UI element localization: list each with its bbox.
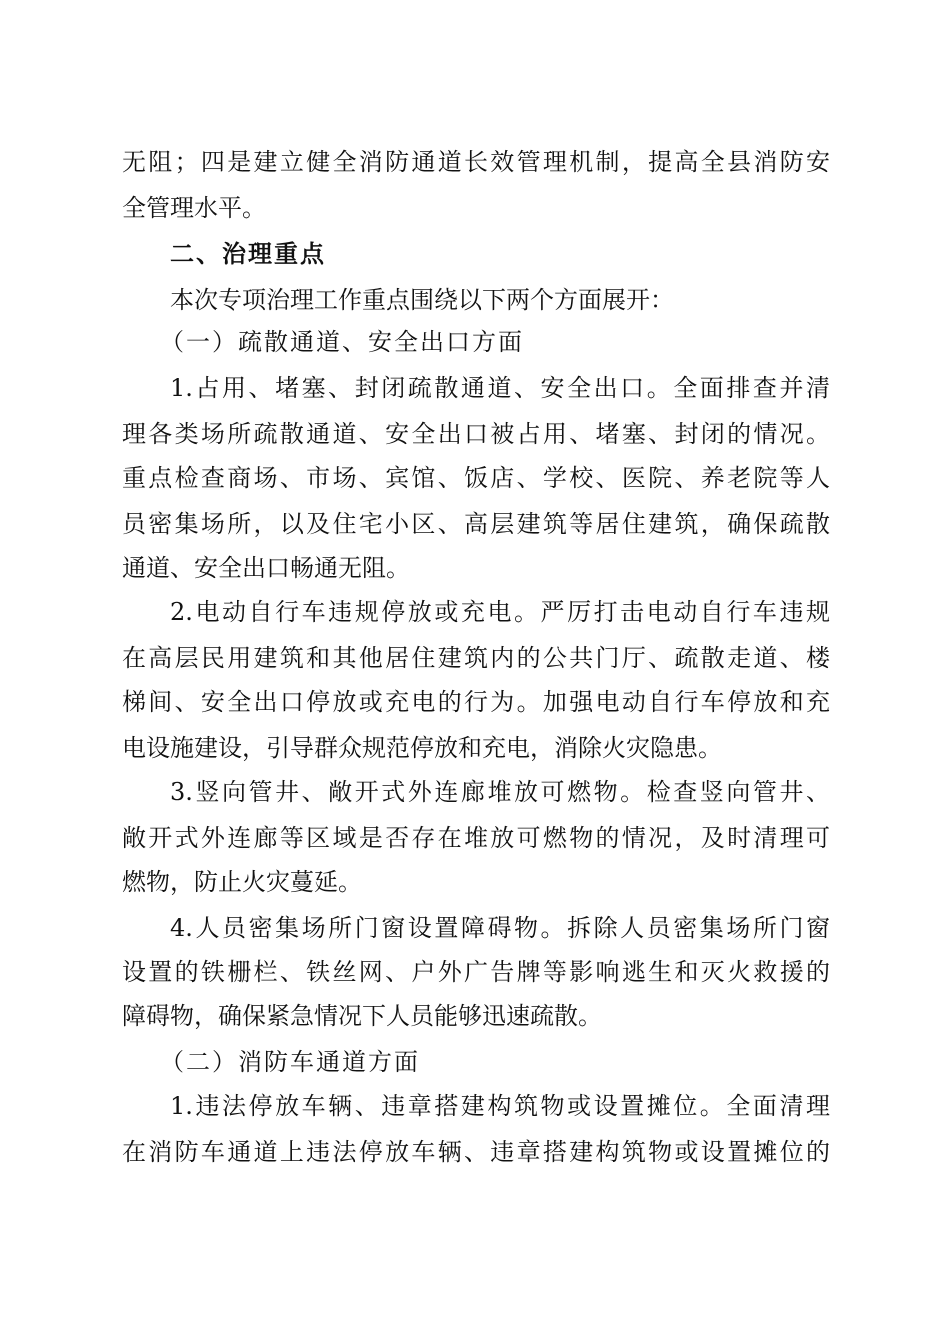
section-heading: 二、治理重点 [170, 240, 326, 268]
paragraph-line: 3.竖向管井、敞开式外连廊堆放可燃物。检查竖向管井、 [170, 778, 830, 806]
paragraph-line: 燃物，防止火灾蔓延。 [122, 868, 362, 896]
paragraph-line: 1.占用、堵塞、封闭疏散通道、安全出口。全面排查并清 [170, 374, 830, 402]
paragraph-line: 梯间、安全出口停放或充电的行为。加强电动自行车停放和充 [122, 688, 830, 716]
paragraph-line: 电设施建设，引导群众规范停放和充电，消除火灾隐患。 [122, 734, 722, 762]
paragraph-line: 4.人员密集场所门窗设置障碍物。拆除人员密集场所门窗 [170, 914, 830, 942]
paragraph-line: 2.电动自行车违规停放或充电。严厉打击电动自行车违规 [170, 598, 830, 626]
paragraph-line: 障碍物，确保紧急情况下人员能够迅速疏散。 [122, 1002, 602, 1030]
paragraph-line: 通道、安全出口畅通无阻。 [122, 554, 410, 582]
paragraph-line: 员密集场所，以及住宅小区、高层建筑等居住建筑，确保疏散 [122, 510, 830, 538]
paragraph-line: 1.违法停放车辆、违章搭建构筑物或设置摊位。全面清理 [170, 1092, 830, 1120]
paragraph-line: 本次专项治理工作重点围绕以下两个方面展开： [170, 286, 674, 314]
paragraph-line: 全管理水平。 [122, 194, 266, 222]
subsection-heading: （一）疏散通道、安全出口方面 [160, 328, 524, 356]
paragraph-line: 重点检查商场、市场、宾馆、饭店、学校、医院、养老院等人 [122, 464, 830, 492]
paragraph-line: 无阻；四是建立健全消防通道长效管理机制，提高全县消防安 [122, 148, 830, 176]
paragraph-line: 理各类场所疏散通道、安全出口被占用、堵塞、封闭的情况。 [122, 420, 830, 448]
paragraph-line: 在消防车通道上违法停放车辆、违章搭建构筑物或设置摊位的 [122, 1138, 830, 1166]
paragraph-line: 在高层民用建筑和其他居住建筑内的公共门厅、疏散走道、楼 [122, 644, 830, 672]
paragraph-line: 设置的铁栅栏、铁丝网、户外广告牌等影响逃生和灭火救援的 [122, 958, 830, 986]
subsection-heading: （二）消防车通道方面 [160, 1048, 420, 1076]
paragraph-line: 敞开式外连廊等区域是否存在堆放可燃物的情况，及时清理可 [122, 824, 830, 852]
